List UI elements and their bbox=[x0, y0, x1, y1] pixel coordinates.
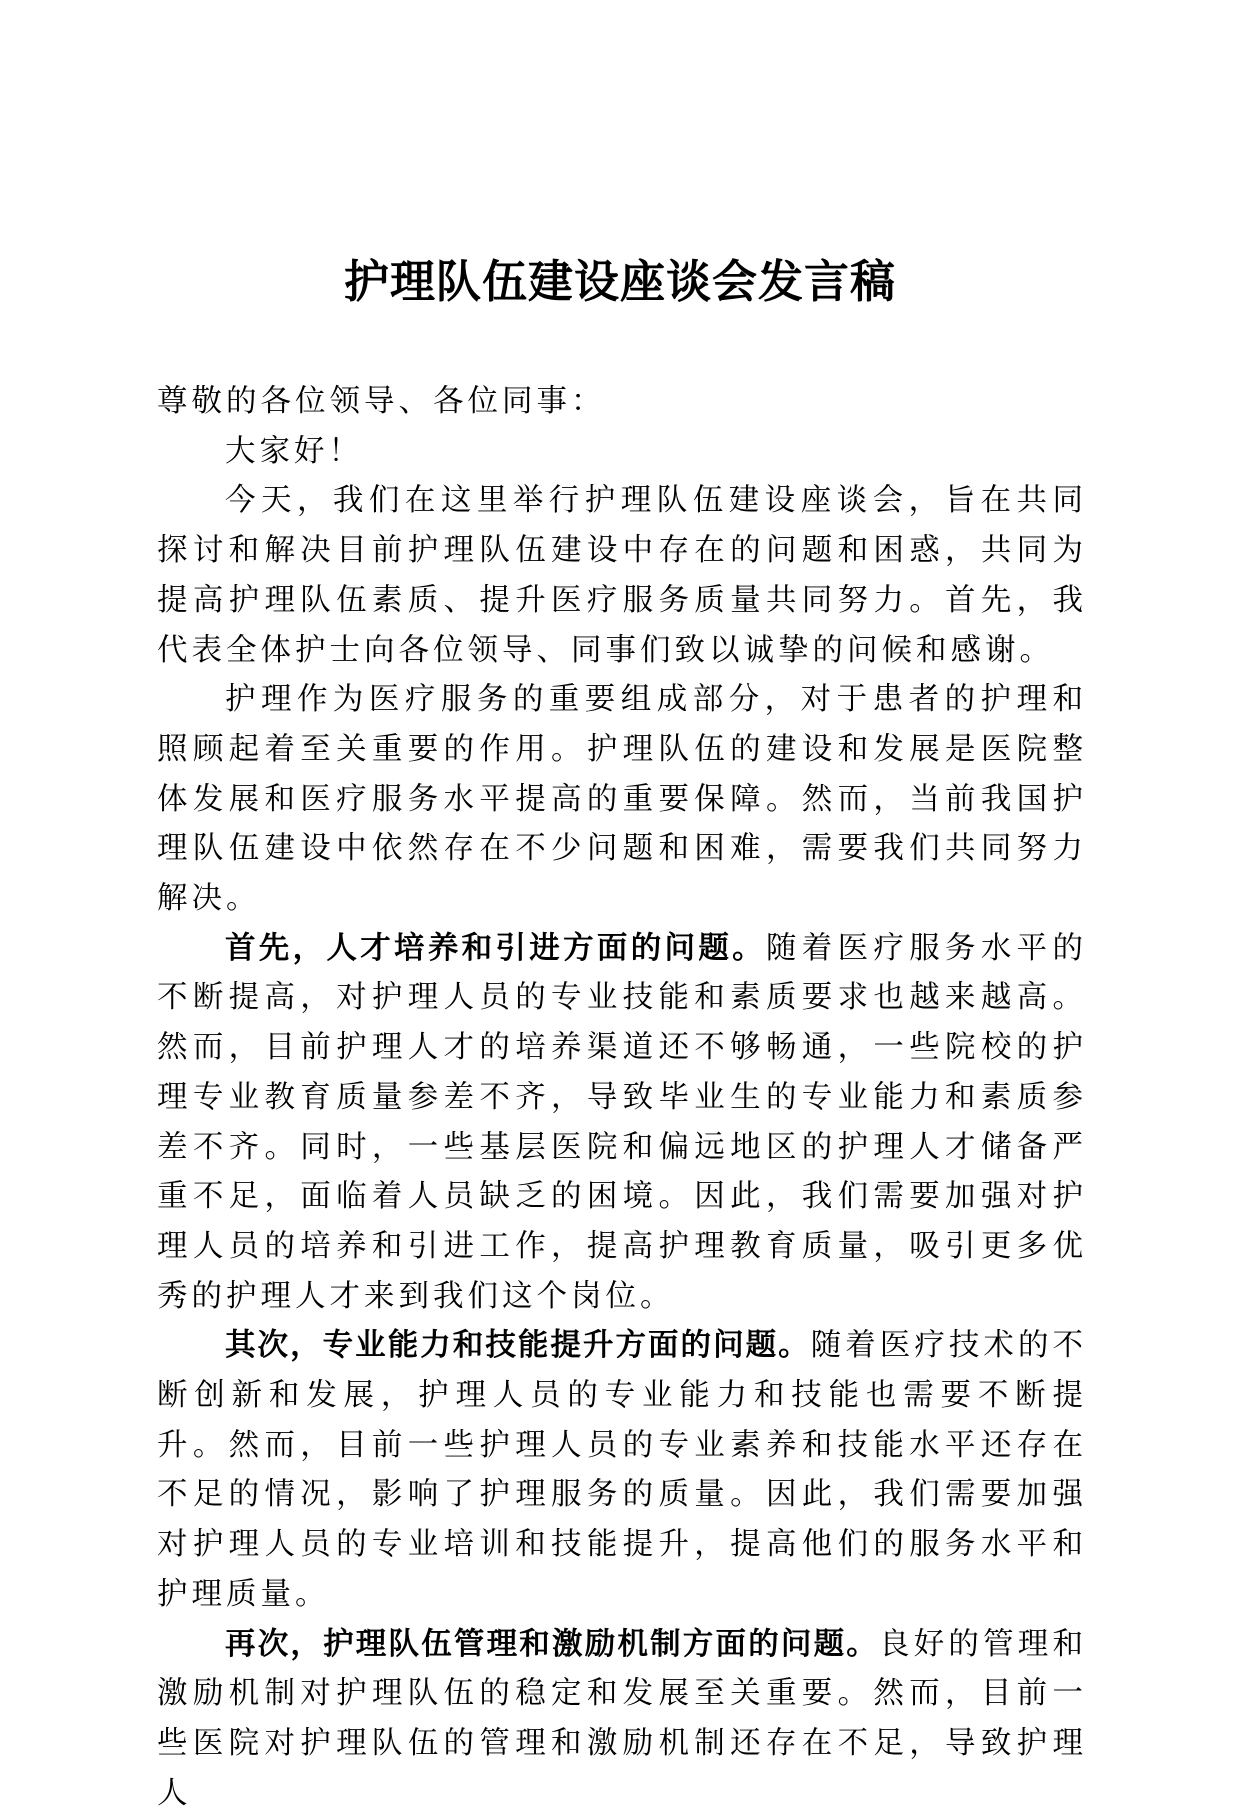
paragraph-lead: 首先，人才培养和引进方面的问题。 bbox=[225, 930, 766, 966]
paragraph-text: 良好的管理和激励机制对护理队伍的稳定和发展至关重要。然而，目前一些医院对护理队伍的管理和激励机制还存在不足，导致护理人 bbox=[157, 1626, 1087, 1811]
paragraph-text: 今天，我们在这里举行护理队伍建设座谈会，旨在共同探讨和解决目前护理队伍建设中存在的问题和困惑，共同为提高护理队伍素质、提升医疗服务质量共同努力。首先，我代表全体护士向各位领导、同事们致以诚挚的问候和感谢。 bbox=[157, 483, 1087, 668]
paragraph-skills bbox=[157, 1321, 1087, 1619]
salutation: 尊敬的各位领导、各位同事： bbox=[157, 384, 606, 419]
paragraph-lead: 再次，护理队伍管理和激励机制方面的问题。 bbox=[225, 1626, 879, 1662]
paragraph-text: 护理作为医疗服务的重要组成部分，对于患者的护理和照顾起着至关重要的作用。护理队伍的建设和发展是医院整体发展和医疗服务水平提高的重要保障。然而，当前我国护理队伍建设中依然存在不少问题和困难，需要我们共同努力解决。 bbox=[157, 682, 1087, 917]
document-body bbox=[157, 377, 1087, 1818]
paragraph-text: 随着医疗服务水平的不断提高，对护理人员的专业技能和素质要求也越来越高。然而，目前护理人才的培养渠道还不够畅通，一些院校的护理专业教育质量参差不齐，导致毕业生的专业能力和素质参差不齐。同时，一些基层医院和偏远地区的护理人才储备严重不足，面临着人员缺乏的困境。因此，我们需要加强对护理人员的培养和引进工作，提高护理教育质量，吸引更多优秀的护理人才来到我们这个岗位。 bbox=[157, 930, 1087, 1314]
paragraph-lead: 其次，专业能力和技能提升方面的问题。 bbox=[225, 1328, 811, 1364]
document-title: 护理队伍建设座谈会发言稿 bbox=[343, 255, 896, 308]
paragraph-background bbox=[157, 675, 1087, 924]
paragraph-management bbox=[157, 1620, 1087, 1818]
paragraph-text: 随着医疗技术的不断创新和发展，护理人员的专业能力和技能也需要不断提升。然而，目前一些护理人员的专业素养和技能水平还存在不足的情况，影响了护理服务的质量。因此，我们需要加强对护理人员的专业培训和技能提升，提高他们的服务水平和护理质量。 bbox=[157, 1328, 1087, 1612]
paragraph-opening bbox=[157, 476, 1087, 675]
greeting: 大家好！ bbox=[225, 433, 363, 469]
paragraph-talent bbox=[157, 924, 1087, 1322]
